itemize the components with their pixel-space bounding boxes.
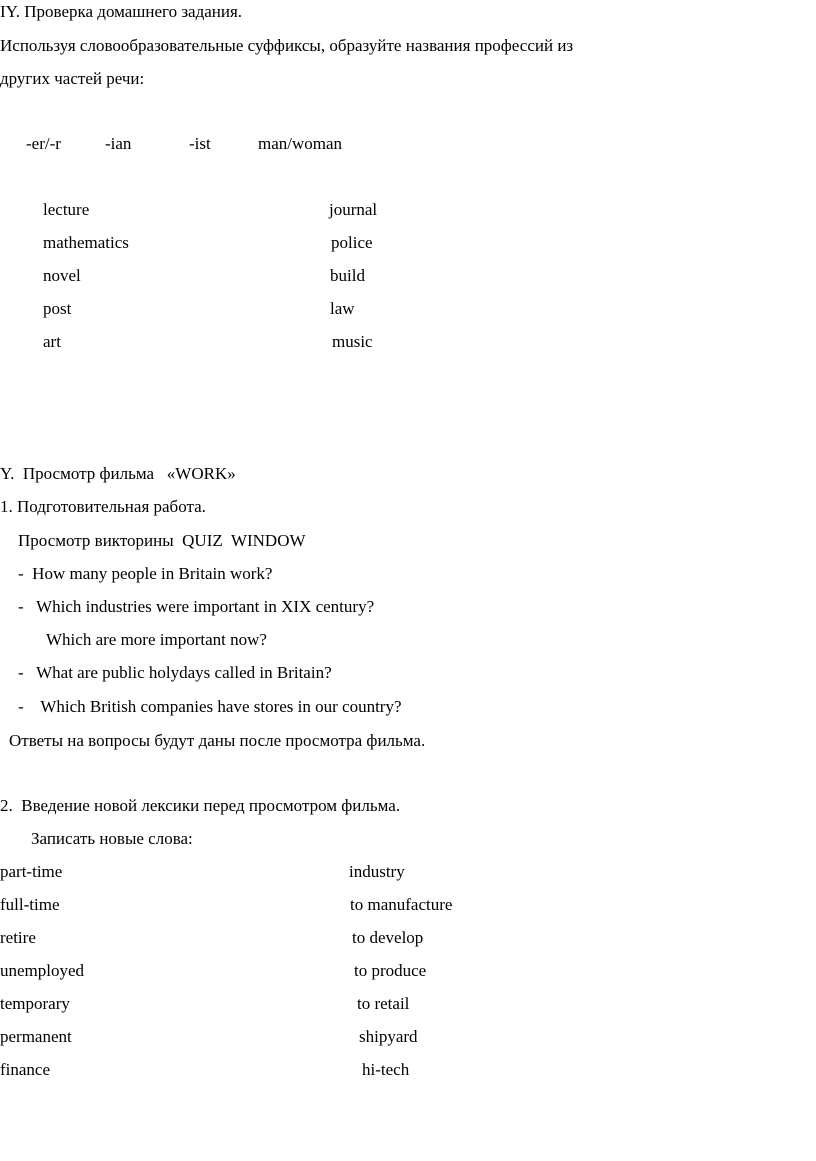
section-heading-film: Y. Просмотр фильма «WORK»	[0, 464, 236, 483]
vocab-item: temporary	[0, 994, 70, 1013]
vocab-item: full-time	[0, 895, 60, 914]
quiz-question: - How many people in Britain work?	[18, 564, 273, 583]
word-item: build	[330, 266, 365, 285]
step-1-heading: 1. Подготовительная работа.	[0, 497, 206, 516]
vocab-item: industry	[349, 862, 405, 881]
quiz-question: Which are more important now?	[46, 630, 267, 649]
word-item: novel	[43, 266, 81, 285]
suffix-item: -er/-r	[26, 134, 61, 153]
vocab-item: to develop	[352, 928, 424, 947]
quiz-question: - Which British companies have stores in our country?	[18, 697, 402, 716]
vocab-item: to retail	[357, 994, 410, 1013]
word-item: post	[43, 299, 72, 318]
answers-note: Ответы на вопросы будут даны после просмотра фильма.	[9, 731, 426, 750]
vocab-item: finance	[0, 1060, 51, 1079]
quiz-question: - What are public holydays called in Britain?	[18, 663, 332, 682]
section-heading-homework: IY. Проверка домашнего задания.	[0, 2, 243, 21]
suffix-item: -ist	[189, 134, 211, 153]
word-item: art	[43, 332, 61, 351]
instruction-line-2: других частей речи:	[0, 69, 145, 88]
word-item: lecture	[43, 200, 90, 219]
vocab-item: part-time	[0, 862, 63, 881]
word-item: mathematics	[43, 233, 129, 252]
quiz-title: Просмотр викторины QUIZ WINDOW	[18, 531, 306, 550]
step-2-heading: 2. Введение новой лексики перед просмотром фильма.	[0, 796, 401, 815]
vocab-item: retire	[0, 928, 36, 947]
word-item: law	[330, 299, 355, 318]
vocab-item: unemployed	[0, 961, 85, 980]
instruction-line-1: Используя словообразовательные суффиксы, образуйте названия профессий из	[0, 36, 574, 55]
word-item: music	[332, 332, 373, 351]
vocab-item: permanent	[0, 1027, 72, 1046]
vocab-item: to produce	[354, 961, 427, 980]
vocab-item: shipyard	[359, 1027, 418, 1046]
vocab-item: to manufacture	[350, 895, 453, 914]
quiz-question: - Which industries were important in XIX century?	[18, 597, 375, 616]
suffix-item: -ian	[105, 134, 132, 153]
write-words-instruction: Записать новые слова:	[31, 829, 193, 848]
suffix-item: man/woman	[258, 134, 343, 153]
word-item: police	[331, 233, 373, 252]
word-item: journal	[329, 200, 378, 219]
vocab-item: hi-tech	[362, 1060, 410, 1079]
